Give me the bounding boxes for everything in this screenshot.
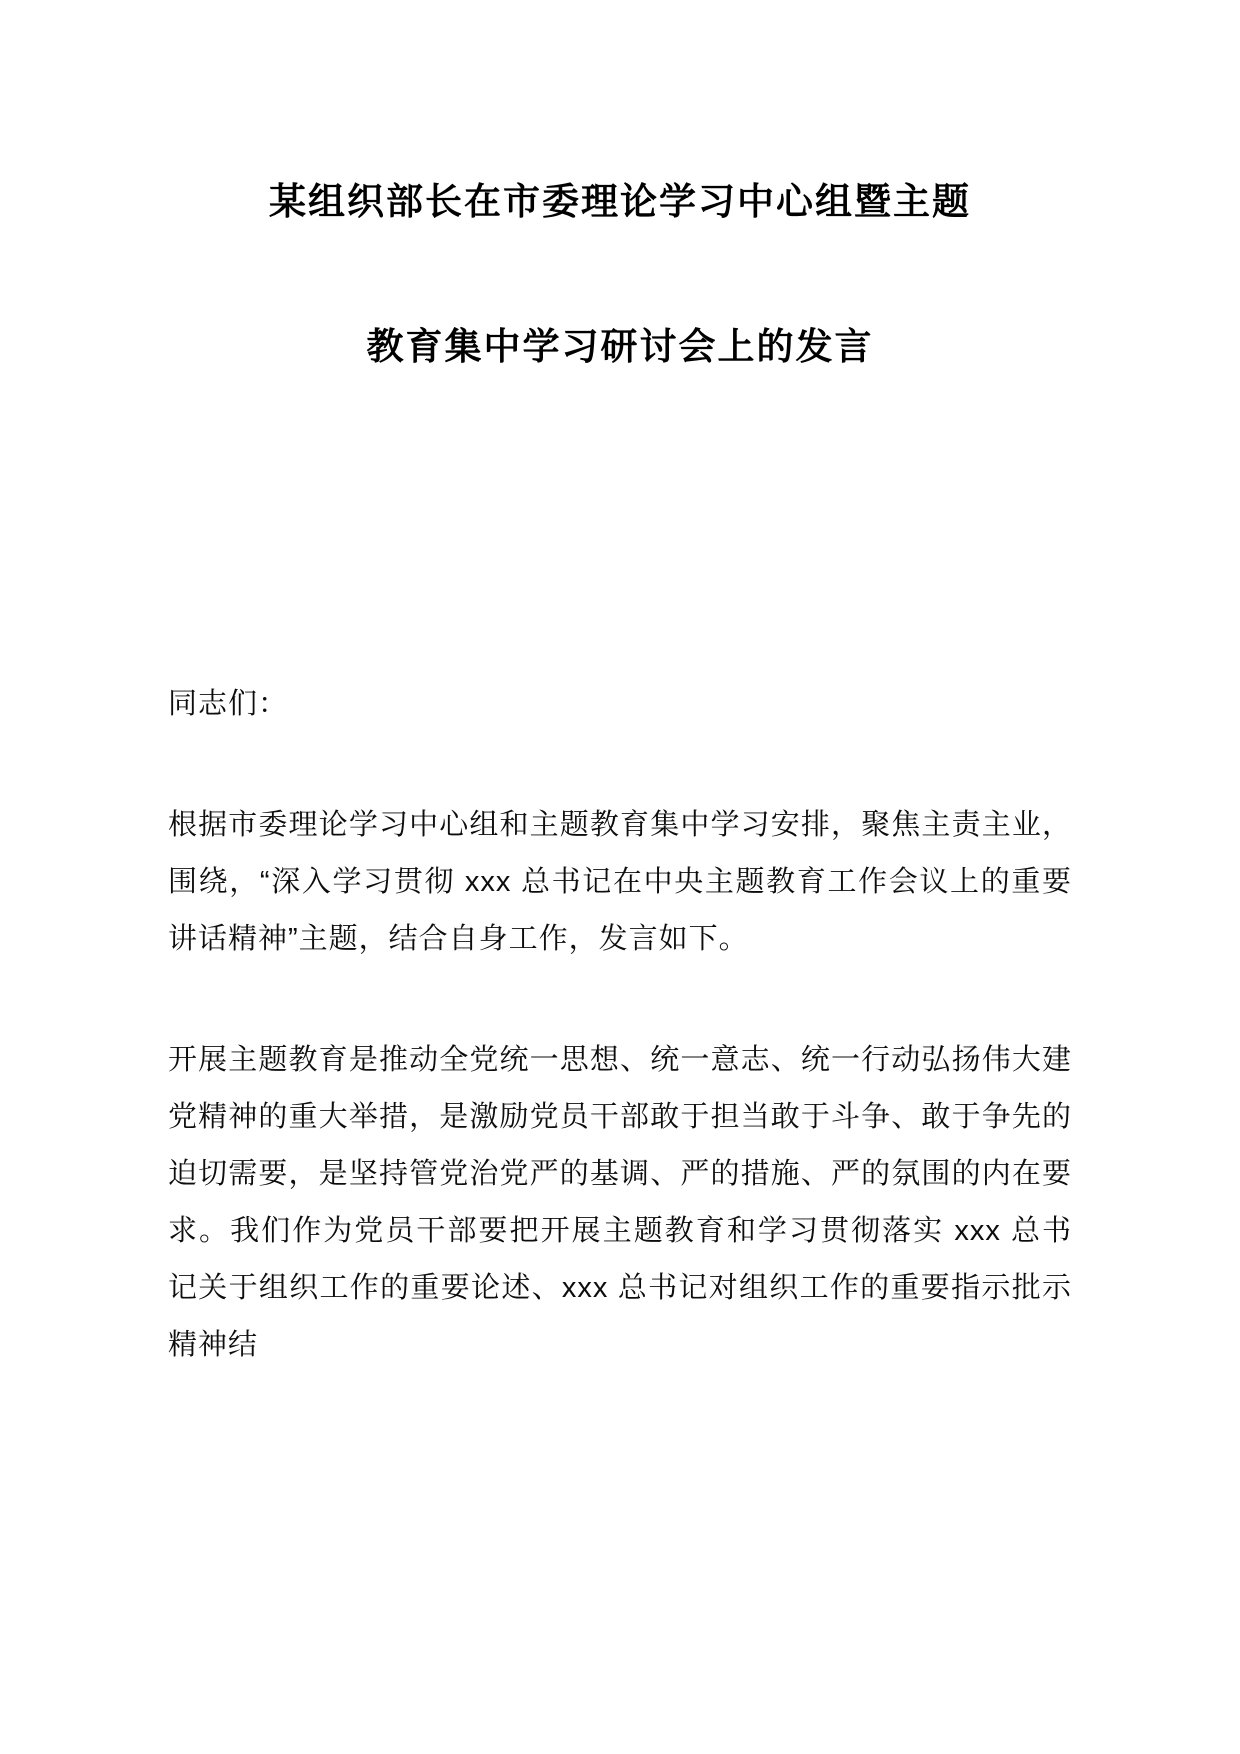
title-line-2: 教育集中学习研讨会上的发言 — [366, 326, 874, 367]
salutation: 同志们： — [168, 688, 289, 720]
title-line-1: 某组织部长在市委理论学习中心组暨主题 — [269, 181, 971, 222]
document-title — [168, 178, 1072, 371]
paragraph-1: 根据市委理论学习中心组和主题教育集中学习安排，聚焦主责主业，围绕，“深入学习贯彻 xxx 总书记在中央主题教育工作会议上的重要讲话精神”主题，结合自身工作，发言如下。 — [168, 809, 1072, 955]
document-body — [168, 676, 1072, 1374]
paragraph-2: 开展主题教育是推动全党统一思想、统一意志、统一行动弘扬伟大建党精神的重大举措，是激励党员干部敢于担当敢于斗争、敢于争先的迫切需要，是坚持管党治党严的基调、严的措施、严的氛围的内在要求。我们作为党员干部要把开展主题教育和学习贯彻落实 xxx 总书记关于组织工作的重要论述、xxx 总书记对组织工作的重要指示批示精神结 — [168, 1044, 1072, 1361]
